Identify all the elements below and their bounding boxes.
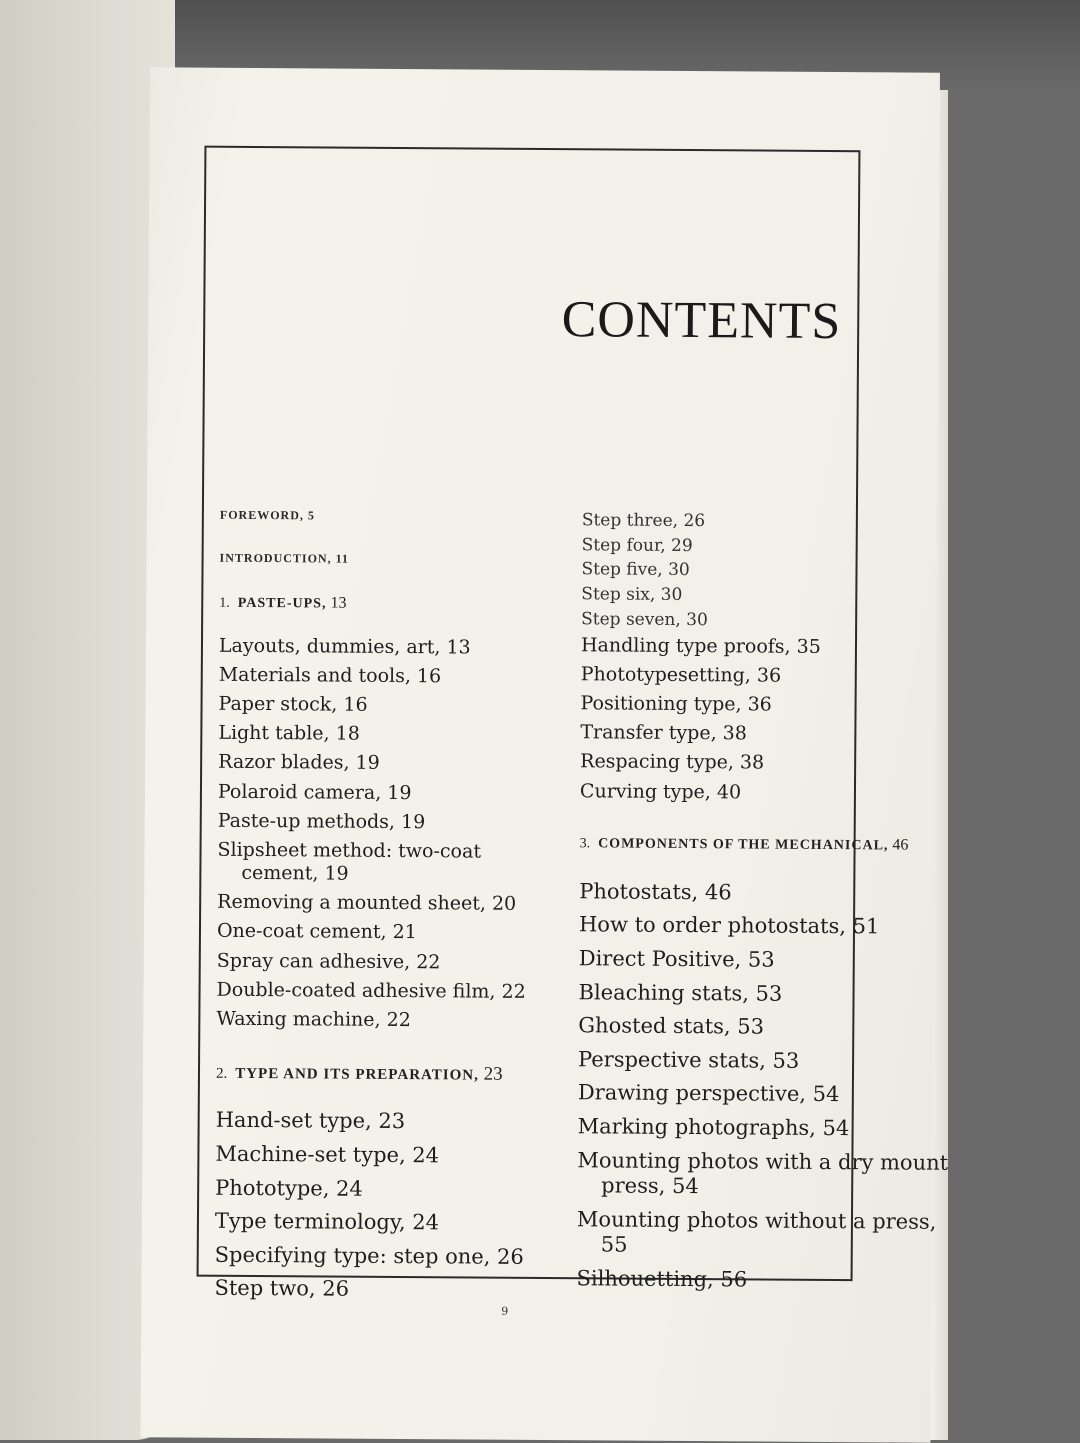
page-title: CONTENTS [561, 291, 842, 351]
toc-entry: Step two, 26 [214, 1276, 350, 1302]
toc-entry: Handling type proofs, 35 [580, 633, 821, 658]
toc-entry: Paste-up methods, 19 [217, 809, 426, 833]
toc-entry: Step seven, 30 [581, 609, 708, 631]
toc-entry: Mounting photos without a press, 55 [576, 1207, 937, 1258]
toc-front-matter [220, 508, 560, 525]
book-page [140, 67, 949, 1442]
toc-entry: Waxing machine, 22 [216, 1007, 411, 1032]
toc-entry: One-coat cement, 21 [216, 920, 417, 944]
toc-chapter-heading [219, 593, 559, 615]
toc-entry: Polaroid camera, 19 [217, 780, 412, 804]
chapter-title: TYPE AND ITS PREPARATION, [235, 1066, 479, 1084]
toc-entry: Direct Positive, 53 [578, 946, 775, 972]
toc-entry: Razor blades, 19 [218, 751, 380, 775]
toc-front-label: INTRODUCTION, [219, 550, 332, 566]
contents-right-column [576, 510, 962, 1302]
toc-entry: Materials and tools, 16 [218, 663, 442, 688]
toc-entry: Double-coated adhesive film, 22 [216, 978, 526, 1003]
chapter-number: 3. [579, 835, 591, 852]
toc-entry: How to order photostats, 51 [578, 912, 880, 939]
toc-entry: Type terminology, 24 [214, 1208, 440, 1235]
toc-entry: Mounting photos with a dry mount press, 54 [577, 1147, 949, 1199]
toc-entry: Removing a mounted sheet, 20 [217, 891, 517, 916]
toc-entry: Machine-set type, 24 [215, 1141, 440, 1168]
toc-entry: Marking photographs, 54 [577, 1114, 850, 1141]
toc-entry: Curving type, 40 [579, 779, 742, 803]
toc-entry: Light table, 18 [218, 722, 360, 746]
toc-entry: Spray can adhesive, 22 [216, 949, 441, 973]
contents-frame [197, 146, 949, 1302]
toc-entry: Step four, 29 [581, 535, 693, 556]
toc-entry: Ghosted stats, 53 [578, 1013, 765, 1039]
toc-entry: Step three, 26 [581, 510, 706, 532]
chapter-number: 2. [215, 1065, 228, 1082]
toc-entry: Bleaching stats, 53 [578, 979, 783, 1006]
toc-front-matter [220, 550, 560, 567]
chapter-page: 23 [478, 1063, 503, 1085]
toc-chapter-heading [216, 1061, 556, 1087]
toc-entry: Respacing type, 38 [580, 750, 765, 774]
toc-entry: Specifying type: step one, 26 [214, 1242, 524, 1269]
toc-entry: Hand-set type, 23 [215, 1108, 406, 1134]
toc-entry: Phototype, 24 [215, 1175, 363, 1201]
toc-chapter-heading [580, 829, 960, 860]
chapter-number: 1. [219, 595, 230, 612]
chapter-title: COMPONENTS OF THE MECHANICAL, [598, 836, 889, 854]
toc-entry: Paper stock, 16 [218, 692, 368, 716]
toc-entry: Photostats, 46 [579, 878, 732, 905]
contents-left-column [214, 508, 560, 1312]
toc-entry: Step six, 30 [581, 584, 683, 606]
toc-entry: Phototypesetting, 36 [580, 663, 782, 687]
toc-entry: Positioning type, 36 [580, 692, 772, 716]
toc-entry: Silhouetting, 56 [576, 1266, 748, 1292]
toc-entry: Slipsheet method: two-coat cement, 19 [217, 838, 482, 885]
toc-entry: Perspective stats, 53 [578, 1047, 800, 1073]
toc-front-page: 5 [303, 508, 315, 523]
toc-entry: Drawing perspective, 54 [577, 1080, 840, 1107]
chapter-page: 46 [888, 836, 909, 854]
toc-front-label: FOREWORD, [219, 507, 304, 523]
chapter-page: 13 [326, 594, 347, 612]
toc-entry: Layouts, dummies, art, 13 [218, 634, 471, 659]
toc-front-page: 11 [331, 551, 349, 566]
chapter-title: PASTE-UPS, [237, 596, 327, 612]
toc-entry: Transfer type, 38 [580, 721, 747, 745]
page-number: 9 [501, 1304, 509, 1318]
toc-entry: Step five, 30 [581, 559, 690, 581]
